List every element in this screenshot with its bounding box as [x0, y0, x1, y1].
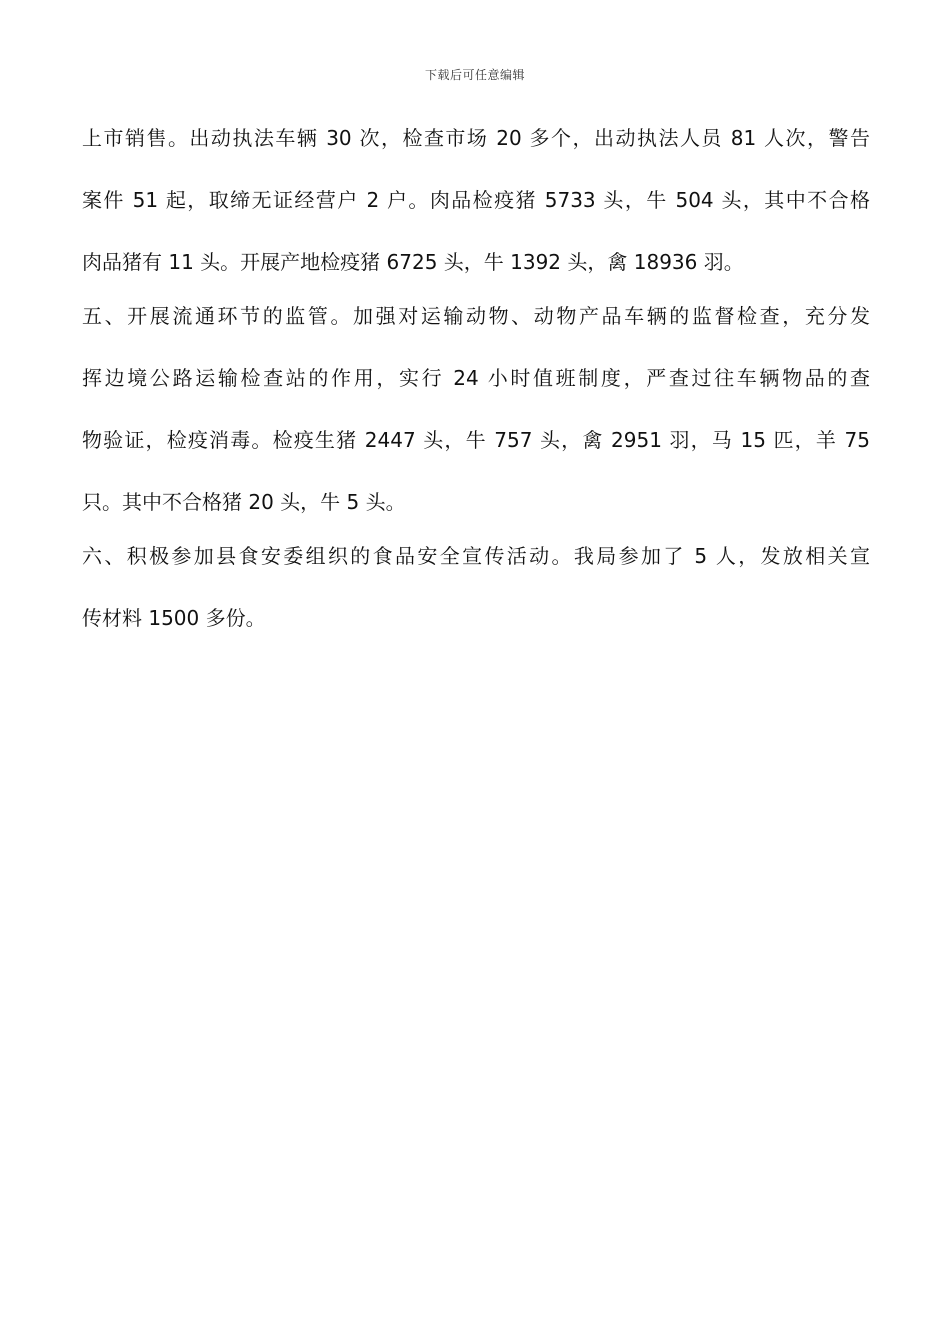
text-line: 只。其中不合格猪 20 头，牛 5 头。: [82, 490, 406, 514]
text-line: 传材料 1500 多份。: [82, 606, 266, 630]
document-body: [82, 115, 870, 641]
text-line: 挥边境公路运输检查站的作用，实行 24 小时值班制度，严查过往车辆物品的查: [82, 366, 870, 390]
paragraph-market-inspection: [82, 115, 870, 285]
text-line: 物验证，检疫消毒。检疫生猪 2447 头，牛 757 头，禽 2951 羽，马 15 匹，羊 75: [82, 428, 870, 452]
paragraph-safety-campaign: [82, 533, 870, 641]
page-header: 下载后可任意编辑: [424, 68, 525, 82]
text-line: 肉品猪有 11 头。开展产地检疫猪 6725 头，牛 1392 头，禽 18936 羽。: [82, 250, 744, 274]
text-line: 五、开展流通环节的监管。加强对运输动物、动物产品车辆的监督检查，充分发: [82, 304, 870, 328]
paragraph-circulation-supervision: [82, 293, 870, 525]
text-line: 六、积极参加县食安委组织的食品安全宣传活动。我局参加了 5 人，发放相关宣: [82, 544, 870, 568]
text-line: 案件 51 起，取缔无证经营户 2 户。肉品检疫猪 5733 头，牛 504 头，其中不合格: [82, 188, 870, 212]
text-line: 上市销售。出动执法车辆 30 次，检查市场 20 多个，出动执法人员 81 人次，警告: [82, 126, 870, 150]
